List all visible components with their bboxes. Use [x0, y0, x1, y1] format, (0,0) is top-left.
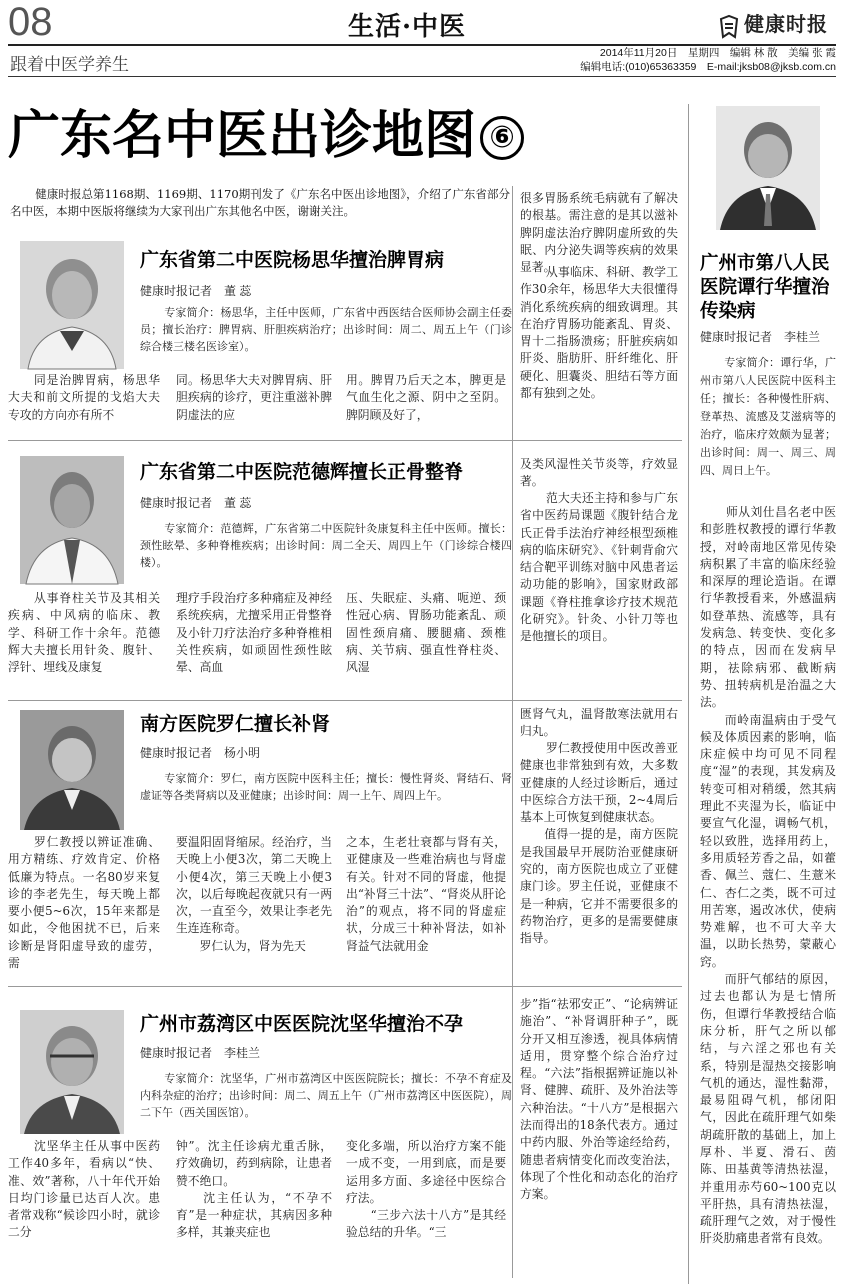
- article-body-col: 罗仁教授以辨证准确、用方精练、疗效肯定、价格低廉为特点。一名80岁来复诊的李老先生，每天晚上都要小便5~6次，15年来都是如此，令他困扰不已，后来诊断是肾阳虚导致的虚劳，需: [8, 835, 160, 971]
- article-body-col: 之本，生老壮衰都与肾有关，亚健康及一些难治病也与肾虚有关。针对不同的肾虚，他提出“补肾三十法”、“肾炎从肝论治”的观点，将不同的肾虚症状，分成三十种补肾法，如补肾益气法就用金: [346, 835, 506, 953]
- logo-mark-icon: [718, 15, 740, 39]
- meta-date-editor: 2014年11月20日 星期四 编辑 林 散 美编 张 霞: [599, 47, 836, 59]
- article-byline: 健康时报记者 董 蕊: [140, 496, 252, 510]
- meta-contact: 编辑电话:(010)65363359 E-mail:jksb08@jksb.com.cn: [580, 61, 836, 73]
- article-byline: 健康时报记者 杨小明: [140, 746, 261, 760]
- article-body-col: 师从刘仕昌名老中医和彭胜权教授的谭行华教授，对岭南地区常见传染病积累了丰富的临床经验和深厚的理论造诣。在谭行华教授看来，外感温病如登革热、流感等，具有发病急、转变快、变化多的特点，因而在发病早期，祛除病邪、截断病势、扭转病机是治温之大法。 而岭南温病由于受气候及体质因素的影响，临床症候中均可见不同程度“湿”的表现，其发病及转变可相对稍缓，然其病理此不夹湿为长，临证中要宣气化湿，调畅气机，轻以致胜，选择用药上，多用质轻芳香之品，如藿香、佩兰、蔻仁、生薏米仁、杏仁之类，既不可过用苦寒，遏改冰伏，使病势难解，也不可大辛大温，以助长热势，蒙蔽心窍。 而肝气郁结的原因，过去也都认为是七情所伤，但谭行华教授结合临床分析，肝气之所以郁结，与六淫之邪也有关系，特别是湿热交接影响气机的通达，湿性黏滞，最易阻碍气机，郁闭阳气，因此在疏肝理气如柴胡疏肝散的基础上，加上厚朴、半夏、滑石、茵陈、田基黄等清热祛湿，并重用赤芍60~100克以平肝热，具有清热祛湿，疏肝理气之效，对于慢性肝炎肋痛患者常有良效。: [700, 505, 836, 1246]
- photo-luo-ren: [20, 710, 124, 830]
- photo-yang-sihua: [20, 241, 124, 369]
- expert-intro: 专家简介：罗仁，南方医院中医科主任；擅长：慢性肾炎、肾结石、肾虚证等各类肾病以及亚健康；出诊时间：周一上午、周四上午。: [140, 772, 512, 802]
- article-title: 广东省第二中医院杨思华擅治脾胃病: [140, 249, 445, 271]
- page-number: 08: [8, 0, 53, 44]
- article-title: 广州市第八人民医院谭行华擅治传染病: [700, 253, 830, 322]
- expert-intro: 专家简介：范德辉，广东省第二中医院针灸康复科主任中医师。擅长：颈性眩晕、多种脊椎疾病；出诊时间：周二全天、周四上午（门诊综合楼四楼）。: [140, 522, 512, 569]
- article-body-col: 范大夫还主持和参与广东省中医药局课题《腹针结合龙氏正骨手法治疗神经根型颈椎病的临床研究》、《针刺背俞穴结合靶平训练对脑中风患者运动功能的影响》，国家财政部课题《脊柱推拿诊疗技术规范化研究》。针灸、小针刀等也是他擅长的项目。: [520, 491, 678, 644]
- section-divider: [8, 440, 682, 441]
- article-body-col: 要温阳固肾缩尿。经治疗，当天晚上小便3次，第二天晚上小便4次，第三天晚上小便3次，以后每晚起夜就只有一两次，一直至今，效果让李老先生连连称奇。 罗仁认为，肾为先天: [176, 835, 332, 953]
- article-title: 广州市荔湾区中医医院沈坚华擅治不孕: [140, 1013, 464, 1035]
- article-body-col: 罗仁教授使用中医改善亚健康也非常独到有效，大多数亚健康的人经过诊断后，通过中医综合方法干预，2~4周后基本上可恢复到健康状态。 值得一提的是，南方医院是我国最早开展防治亚健康研究的，南方医院也成立了亚健康门诊。罗主任说，亚健康不是一种病，它并不需要很多的药物治疗，更多的是需要健康指导。: [520, 741, 678, 946]
- masthead-logo: [718, 8, 836, 38]
- article-body-col: 沈坚华主任从事中医药工作40多年，看病以“快、准、效”著称，八十年代开始日均门诊量已达百人次。患者常戏称“候诊四小时，就诊二分: [8, 1139, 160, 1240]
- column-rule: [512, 186, 513, 1278]
- article-byline: 健康时报记者 李桂兰: [140, 1046, 261, 1060]
- issue-circle-number: ⑥: [480, 116, 524, 160]
- right-column-rule: [688, 104, 689, 1284]
- article-body-col: 步”指“祛邪安正”、“论病辨证施治”、“补肾调肝种子”，既分开又相互渗透，视具体病情适用，贯穿整个综合治疗过程。“六法”指根据辨证施以补肾、健脾、疏肝、及外治法等六种治法。“十八方”是根据六法而得出的18条代表方。通过中药内服、外治等途经给药，随患者病情变化而改变治法，体现了个性化和动态化的治疗方案。: [520, 997, 678, 1202]
- photo-shen-jianhua: [20, 1010, 124, 1134]
- main-headline: [8, 104, 524, 168]
- intro-paragraph: 健康时报总第1168期、1169期、1170期刊发了《广东名中医出诊地图》，介绍了广东省部分名中医，本期中医版将继续为大家刊出广东其他名中医，谢谢关注。: [10, 187, 510, 218]
- header-rule-thin: [8, 76, 836, 77]
- photo-tan-xinghua: [716, 106, 820, 230]
- article-body-col: 匮肾气丸，温肾散寒法就用右归丸。: [520, 707, 678, 739]
- article-byline: 健康时报记者 董 蕊: [140, 284, 252, 298]
- article-body-col: 用。脾胃乃后天之本，脾更是气血生化之源、阴中之至阴。脾阴顾及好了，: [346, 373, 506, 422]
- section-divider: [8, 986, 682, 987]
- expert-intro: 专家简介：杨思华，主任中医师，广东省中西医结合医师协会副主任委员；擅长治疗：脾胃病、肝胆疾病治疗；出诊时间：周二、周五上午（门诊综合楼三楼名医诊室）。: [140, 306, 512, 353]
- article-byline: 健康时报记者 李桂兰: [700, 330, 821, 344]
- logo-text: 健康时报: [744, 12, 828, 36]
- article-body-col: 同是治脾胃病，杨思华大夫和前文所提的戈焰大夫专攻的方向亦有所不: [8, 373, 160, 422]
- main-headline-text: 广东名中医出诊地图: [8, 106, 477, 166]
- edition-meta: [560, 46, 836, 74]
- article-body-col: 钟”。沈主任诊病尤重舌脉，疗效确切，药到病除，让患者赞不绝口。 沈主任认为，“不孕不育”是一种症状，其病因多种多样，其兼夹症也: [176, 1139, 332, 1240]
- article-body-col: 同。杨思华大夫对脾胃病、肝胆疾病的诊疗，更注重滋补脾阴虚法的应: [176, 373, 332, 422]
- section-divider: [8, 700, 682, 701]
- article-body-col: 变化多端，所以治疗方案不能一成不变，一用到底，而是要运用多方面、多途径中医综合疗法。 “三步六法十八方”是其经验总结的升华。“三: [346, 1139, 506, 1240]
- article-body-col: 很多胃肠系统毛病就有了解决的根基。需注意的是其以滋补脾阴虚法治疗脾阴虚所致的失眠、内分泌失调等疾病的效果显著。: [520, 191, 678, 275]
- article-body-col: 及类风湿性关节炎等，疗效显著。: [520, 457, 678, 489]
- expert-intro: 专家简介：谭行华，广州市第八人民医院中医科主任；擅长：各种慢性肝病、登革热、流感及艾滋病等的治疗，临床疗效颇为显著；出诊时间：周一、周三、周四、周日上午。: [700, 356, 836, 477]
- column-subtitle: 跟着中医学养生: [10, 55, 129, 74]
- article-body-col: 理疗手段治疗多种痛症及神经系统疾病，尤擅采用正骨整脊及小针刀疗法治疗多种脊椎相关性疾病，如顽固性颈性眩晕、高血: [176, 591, 332, 675]
- article-title: 南方医院罗仁擅长补肾: [140, 713, 331, 735]
- article-body-col: 从事临床、科研、教学工作30余年，杨思华大夫很懂得消化系统疾病的细致调理。其在治疗胃肠功能紊乱、胃炎、胃十二指肠溃疡；肝脏疾病如肝炎、脂肪肝、肝纤维化、肝硬化、胆囊炎、胆结石等方面都有独到之处。: [520, 265, 678, 401]
- expert-intro: 专家简介：沈坚华，广州市荔湾区中医医院院长；擅长：不孕不育症及内科杂症的治疗；出诊时间：周二、周五上午（广州市荔湾区中医医院），周二下午（西关国医馆）。: [140, 1072, 512, 1119]
- article-title: 广东省第二中医院范德辉擅长正骨整脊: [140, 461, 464, 483]
- article-body-col: 从事脊柱关节及其相关疾病、中风病的临床、教学、科研工作十余年。范德辉大夫擅长用针灸、腹针、浮针、埋线及康复: [8, 591, 160, 675]
- photo-fan-dehui: [20, 456, 124, 584]
- article-body-col: 压、失眠症、头痛、呃逆、颈性冠心病、胃肠功能紊乱、顽固性颈肩痛、腰腿痛、颈椎病、关节病、强直性脊柱炎、风湿: [346, 591, 506, 675]
- section-title: 生活·中医: [348, 12, 467, 42]
